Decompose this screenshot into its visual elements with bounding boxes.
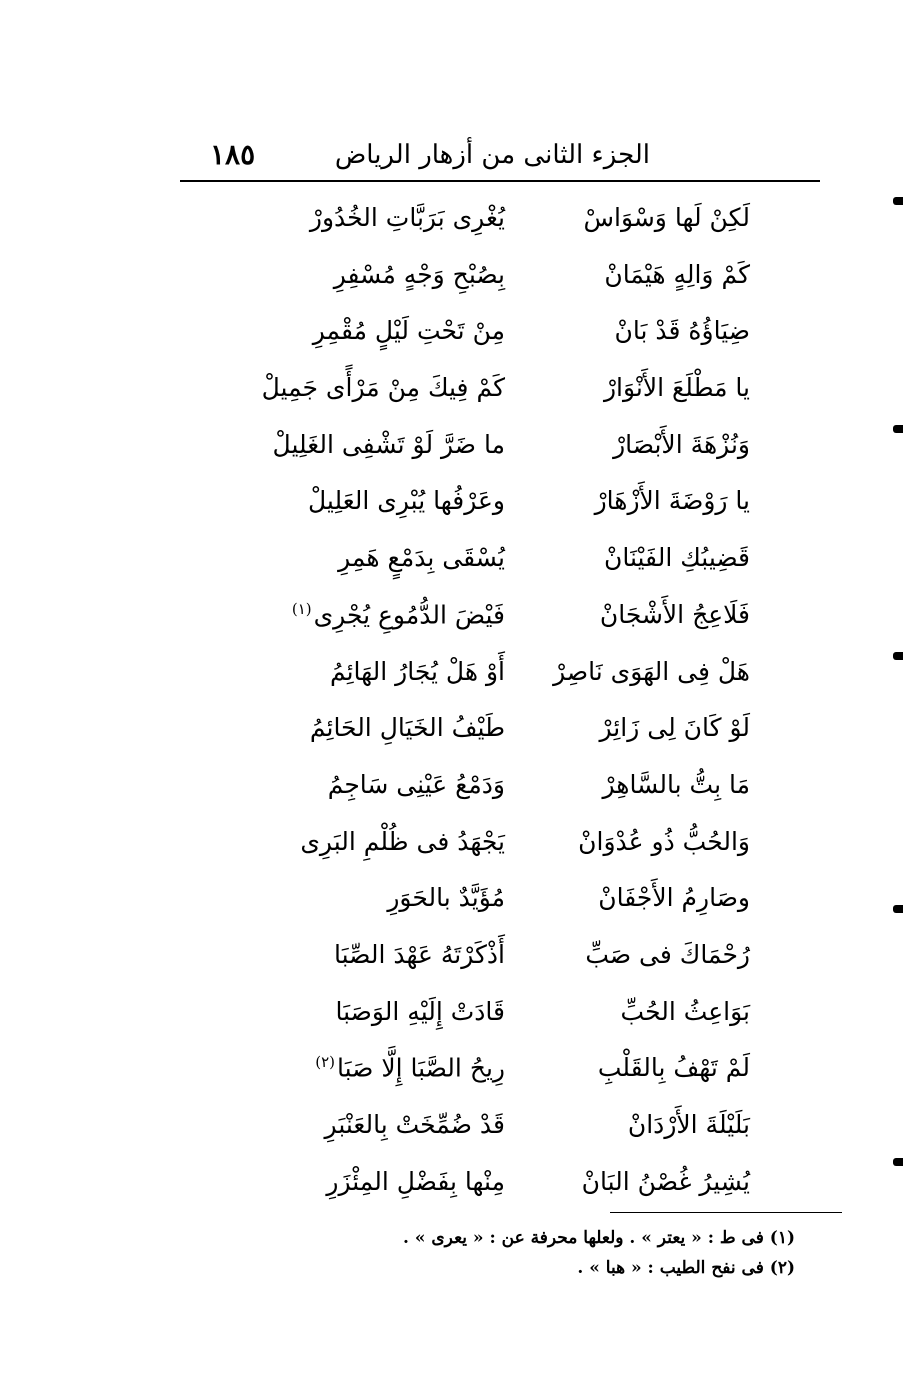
verse-second-hemistich	[240, 486, 505, 515]
verse-line	[240, 1102, 770, 1159]
verse-first-hemistich: بَوَاعِثُ الحُبِّ	[620, 996, 750, 1026]
verse-second-hemistich-text: أَذْكَرْتَهُ عَهْدَ الصِّبَا	[334, 939, 505, 969]
verse-first-hemistich: ضِيَاؤُهُ قَدْ بَانْ	[614, 316, 750, 346]
verse-second-hemistich	[240, 657, 505, 686]
verse-line	[240, 1045, 770, 1102]
verse-second-hemistich	[240, 430, 505, 459]
verse-first-hemistich: يا مَطْلَعَ الأَنْوَارْ	[603, 373, 750, 403]
margin-mark	[893, 197, 903, 205]
running-title: الجزء الثانى من أزهار الرياض	[334, 140, 650, 170]
verse-second-hemistich-text: مِنْها بِفَضْلِ المِئْزَرِ	[326, 1166, 505, 1196]
verse-line	[240, 762, 770, 819]
verse-second-hemistich	[240, 203, 505, 232]
verse-first-hemistich: مَا بِتُّ بالسَّاهِرْ	[602, 769, 750, 799]
verse-first-hemistich: وَنُزْهَةَ الأَبْصَارْ	[613, 429, 750, 459]
verse-first-hemistich: هَلْ فِى الهَوَى نَاصِرْ	[553, 656, 750, 686]
margin-mark	[893, 652, 903, 660]
verse-line	[240, 819, 770, 876]
footnote-marker: (٢)	[315, 1053, 335, 1072]
verse-second-hemistich-text: مُؤَيَّدٌ بالحَوَرِ	[387, 883, 505, 913]
margin-mark	[893, 425, 903, 433]
verse-second-hemistich	[240, 1167, 505, 1196]
verse-line	[240, 195, 770, 252]
verse-line	[240, 478, 770, 535]
verse-second-hemistich	[240, 883, 505, 912]
verse-first-hemistich: لَوْ كَانَ لِى زَائِرْ	[599, 713, 750, 743]
verse-second-hemistich	[240, 316, 505, 345]
verse-second-hemistich	[240, 770, 505, 799]
verse-first-hemistich: كَمْ وَالِهٍ هَيْمَانْ	[604, 259, 750, 289]
verse-first-hemistich: وَالحُبُّ ذُو عُدْوَانْ	[578, 826, 750, 856]
verse-second-hemistich-text: يُسْقَى بِدَمْعٍ هَمِرِ	[338, 543, 505, 573]
verse-line	[240, 252, 770, 309]
verse-line	[240, 989, 770, 1046]
verse-second-hemistich	[240, 373, 505, 402]
verse-second-hemistich-text: طَيْفُ الخَيَالِ الحَائِمُ	[309, 713, 505, 743]
verse-first-hemistich: رُحْمَاكَ فى صَبِّ	[585, 939, 750, 969]
footnote-marker: (١)	[291, 599, 312, 618]
verse-line	[240, 875, 770, 932]
verse-line	[240, 535, 770, 592]
verse-first-hemistich: وصَارِمُ الأَجْفَانْ	[598, 883, 750, 913]
verse-line	[240, 932, 770, 989]
verse-second-hemistich	[240, 940, 505, 969]
verse-first-hemistich: فَلَاعِجُ الأَشْجَانْ	[599, 599, 750, 629]
verse-second-hemistich-text: ما ضَرَّ لَوْ تَشْفِى الغَلِيلْ	[272, 429, 505, 459]
verse-second-hemistich	[240, 713, 505, 742]
verse-second-hemistich-text: كَمْ فِيكَ مِنْ مَرْأًى جَمِيلْ	[261, 373, 505, 403]
verse-second-hemistich-text: وَدَمْعُ عَيْنِى سَاجِمُ	[327, 769, 505, 799]
verse-second-hemistich	[240, 997, 505, 1026]
verse-line	[240, 705, 770, 762]
verse-line	[240, 422, 770, 479]
header-rule	[180, 180, 820, 182]
verse-second-hemistich-text: رِيحُ الصَّبَا إِلَّا صَبَا	[336, 1053, 505, 1083]
verse-second-hemistich	[240, 1110, 505, 1139]
verse-first-hemistich: قَضِيبُكِ الفَيْنَانْ	[603, 543, 750, 573]
verse-second-hemistich-text: بِصُبْحِ وَجْهٍ مُسْفِرِ	[333, 259, 505, 289]
verse-second-hemistich	[240, 543, 505, 572]
verse-line	[240, 649, 770, 706]
verse-second-hemistich-text: يُغْرِى بَرَبَّاتِ الخُدُورْ	[309, 203, 505, 232]
footnotes	[300, 1228, 795, 1288]
poem-verses	[240, 195, 770, 1215]
page-number: ١٨٥	[210, 138, 256, 171]
verse-second-hemistich	[240, 1053, 505, 1082]
verse-first-hemistich: لَكِنْ لَها وَسْوَاسْ	[583, 203, 750, 232]
margin-mark	[893, 905, 903, 913]
verse-line	[240, 365, 770, 422]
verse-second-hemistich	[240, 600, 505, 629]
verse-second-hemistich-text: يَجْهَدُ فى ظُلْمِ البَرِى	[300, 826, 505, 856]
verse-second-hemistich-text: قَدْ ضُمِّخَتْ بِالعَنْبَرِ	[324, 1110, 505, 1139]
footnote-rule	[610, 1212, 842, 1213]
verse-second-hemistich	[240, 260, 505, 289]
verse-second-hemistich	[240, 827, 505, 856]
verse-first-hemistich: يُشِيرُ غُصْنُ البَانْ	[581, 1166, 750, 1196]
verse-line	[240, 1159, 770, 1216]
margin-mark	[893, 1158, 903, 1166]
verse-second-hemistich-text: وعَرْفُها يُبْرِى العَلِيلْ	[307, 486, 505, 516]
verse-second-hemistich-text: قَادَتْ إِلَيْهِ الوَصَبَا	[335, 996, 505, 1026]
verse-second-hemistich-text: فَيْضَ الدُّمُوعِ يُجْرِى	[313, 600, 505, 630]
verse-line	[240, 308, 770, 365]
verse-first-hemistich: لَمْ تَهْفُ بِالقَلْبِ	[597, 1053, 750, 1083]
verse-first-hemistich: يا رَوْضَةَ الأَزْهَارْ	[594, 486, 750, 516]
footnote-2: (٢) فى نفح الطيب : « هبا » .	[577, 1258, 795, 1278]
verse-second-hemistich-text: مِنْ تَحْتِ لَيْلٍ مُقْمِرِ	[312, 316, 505, 346]
verse-line	[240, 592, 770, 649]
footnote-1: (١) فى ط : « يعتر » . ولعلها محرفة عن : « يعرى » .	[403, 1228, 795, 1248]
verse-second-hemistich-text: أَوْ هَلْ يُجَارُ الهَائِمُ	[329, 656, 505, 686]
verse-first-hemistich: بَلَيْلَةَ الأَرْدَانْ	[627, 1110, 750, 1139]
